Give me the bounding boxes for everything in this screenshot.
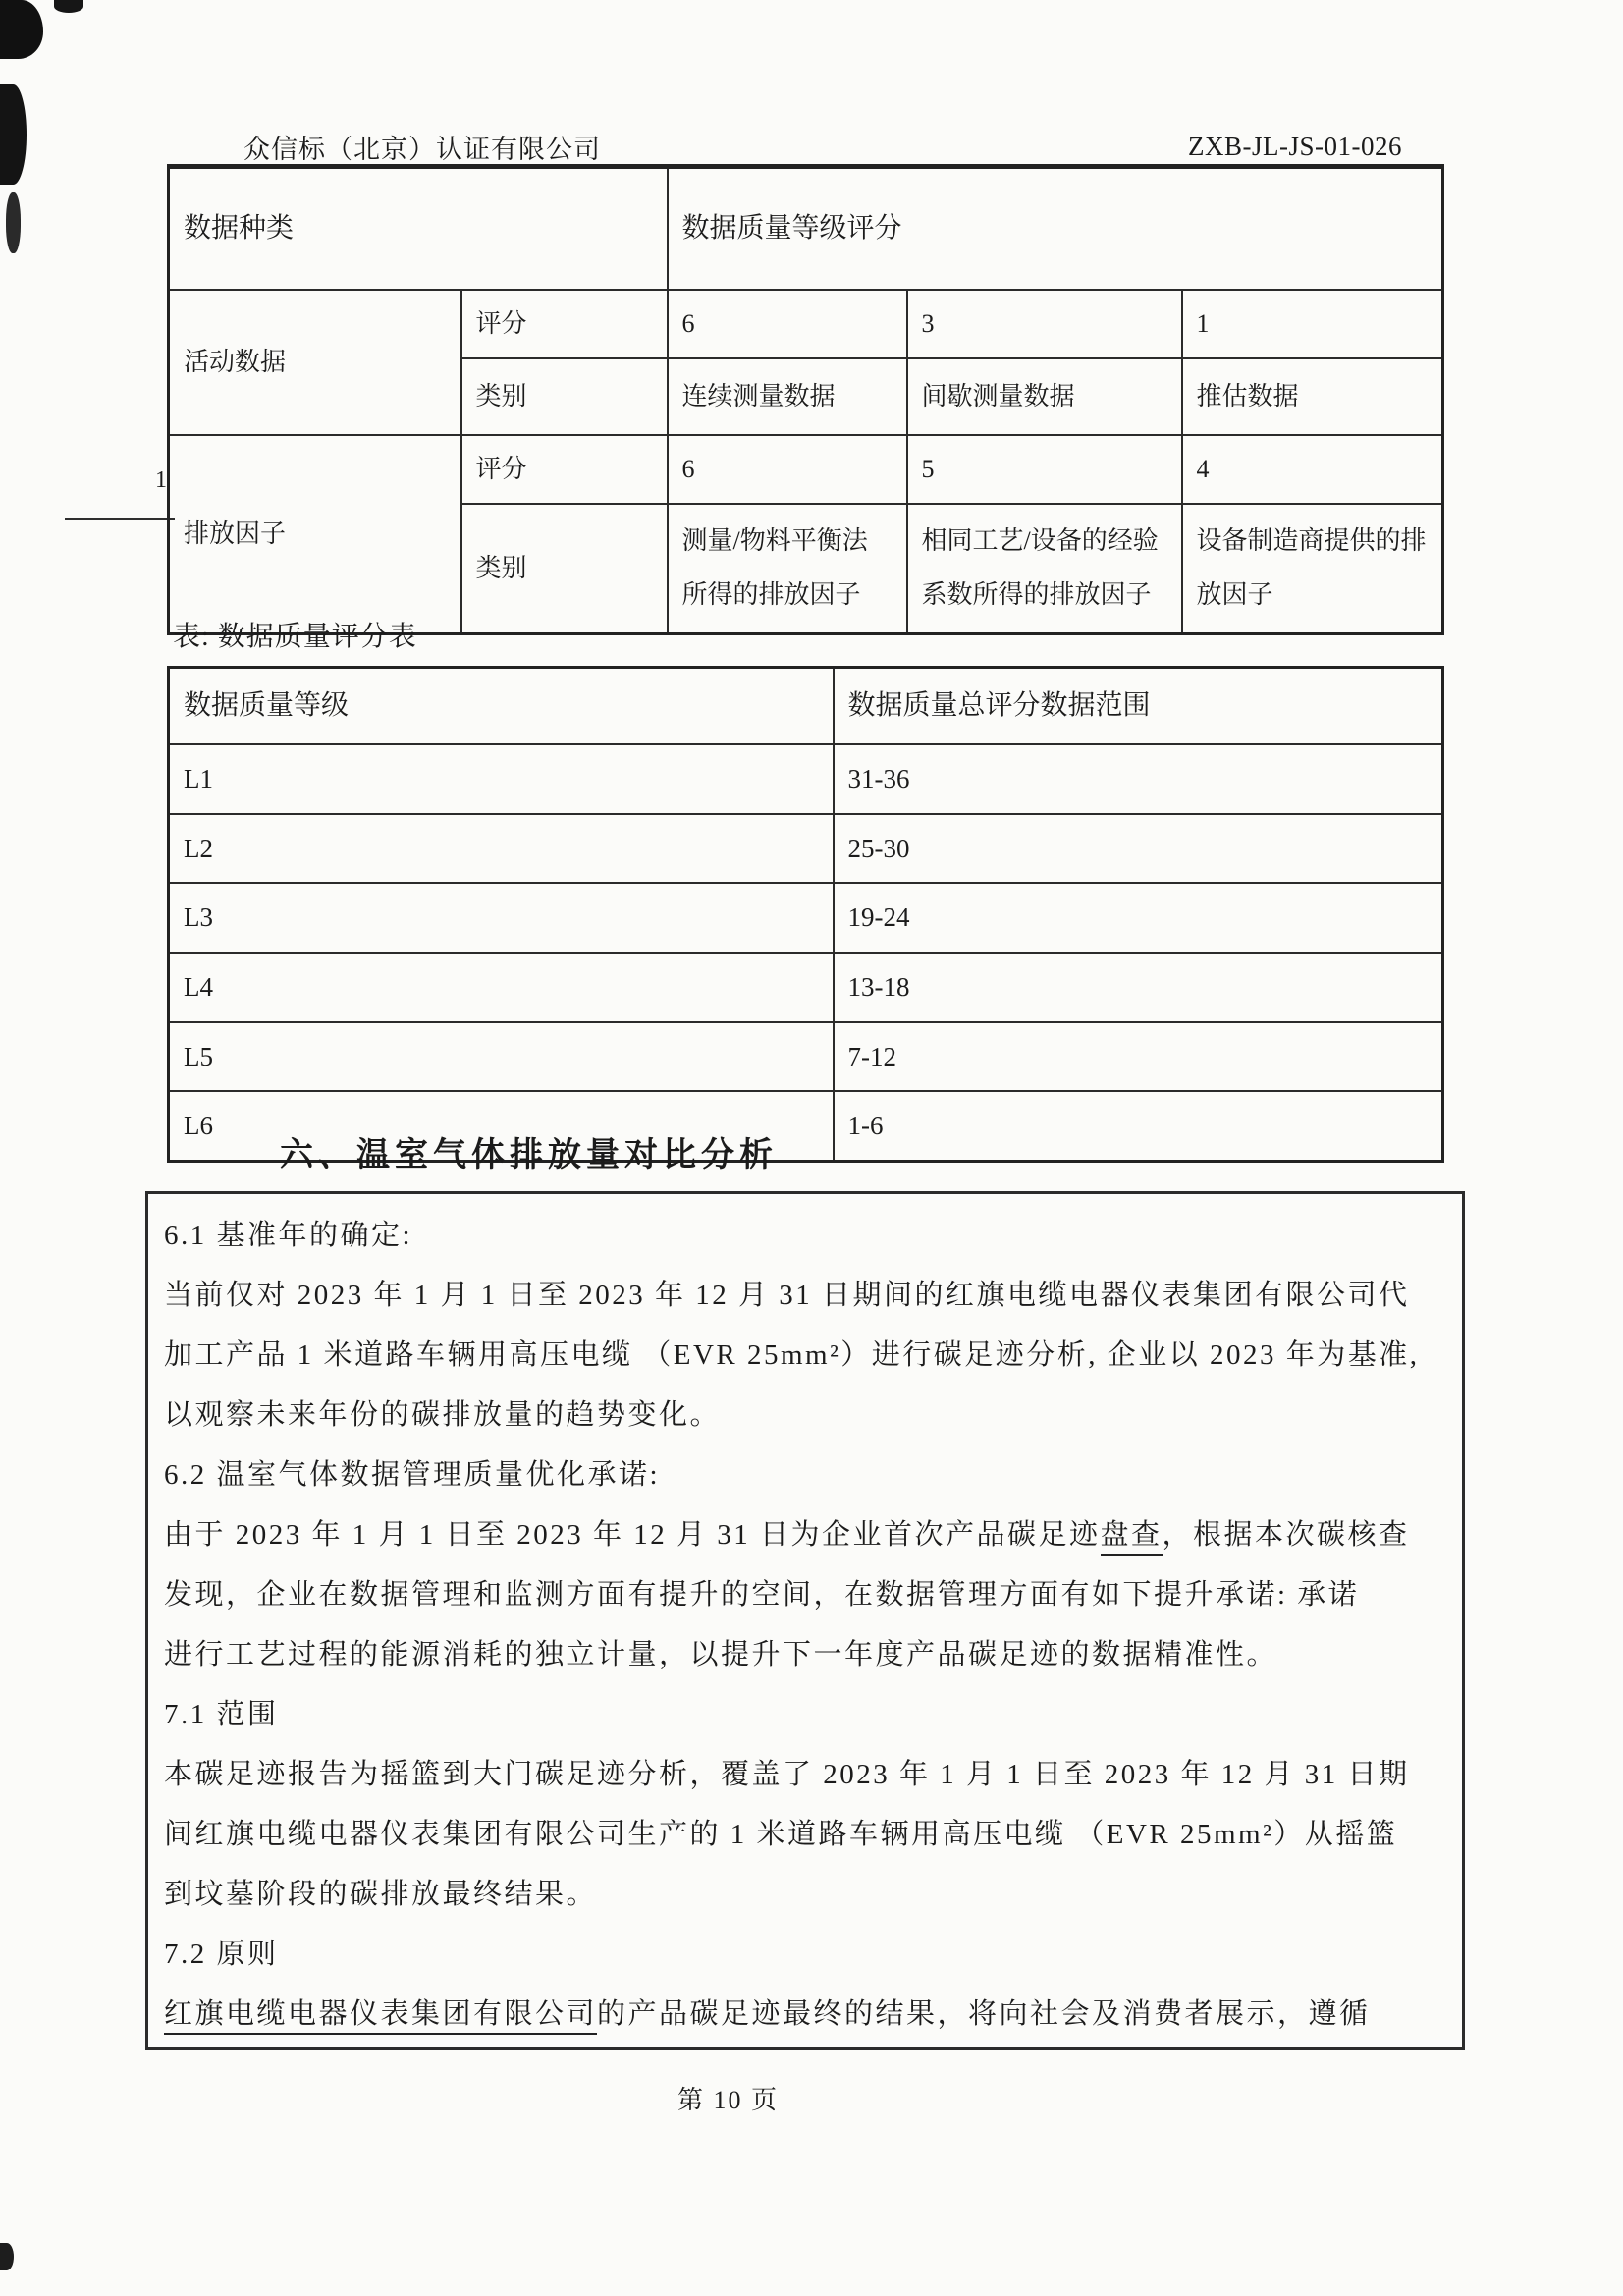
body-line-text: ，根据本次碳核查 <box>1162 1519 1410 1551</box>
table-row <box>169 814 1443 884</box>
t2-range: 13-18 <box>834 953 1443 1022</box>
t1-factor-type-2: 相同工艺/设备的经验系数所得的排放因子 <box>907 504 1182 634</box>
body-line: 发现，企业在数据管理和监测方面有提升的空间，在数据管理方面有如下提升承诺: 承诺 <box>164 1579 1360 1611</box>
margin-page-mark: 1 <box>155 467 167 493</box>
t1-activity-type-1: 连续测量数据 <box>668 358 907 435</box>
t2-grade: L6 <box>169 1091 834 1161</box>
t2-header-range: 数据质量总评分数据范围 <box>834 668 1443 745</box>
body-line <box>164 1985 1452 2045</box>
t2-grade: L1 <box>169 744 834 814</box>
scan-artifact <box>0 0 43 59</box>
body-line-7-2-title: 7.2 原则 <box>164 1939 279 1970</box>
t2-grade: L2 <box>169 814 834 884</box>
t2-grade: L3 <box>169 883 834 953</box>
t2-header-grade: 数据质量等级 <box>169 668 834 745</box>
t2-range: 19-24 <box>834 883 1443 953</box>
header-company-name: 众信标（北京）认证有限公司 <box>243 135 601 164</box>
t1-activity-type-label: 类别 <box>461 358 668 435</box>
section-heading: 六、温室气体排放量对比分析 <box>280 1137 778 1174</box>
t1-factor-type-3: 设备制造商提供的排放因子 <box>1182 504 1443 634</box>
t1-activity-score-1: 6 <box>668 290 907 358</box>
header-doc-code: ZXB-JL-JS-01-026 <box>1188 132 1402 161</box>
t2-grade: L4 <box>169 953 834 1022</box>
t1-activity-type-2: 间歇测量数据 <box>907 358 1182 435</box>
page-number: 第 10 页 <box>677 2086 780 2114</box>
underlined-term: 盘查 <box>1101 1519 1163 1556</box>
t2-grade: L5 <box>169 1022 834 1092</box>
t1-factor-type-1: 测量/物料平衡法所得的排放因子 <box>668 504 907 634</box>
table-caption: 表: 数据质量评分表 <box>173 622 417 652</box>
body-line-6-1-title: 6.1 基准年的确定: <box>164 1220 413 1251</box>
body-line-text: 的产品碳足迹最终的结果，将向社会及消费者展示，遵循 <box>597 1998 1371 2030</box>
body-text-box <box>145 1191 1465 2050</box>
t1-factor-score-1: 6 <box>668 435 907 504</box>
table-row <box>169 744 1443 814</box>
t2-range: 1-6 <box>834 1091 1443 1161</box>
t1-factor-type-label: 类别 <box>461 504 668 634</box>
body-line-text: 由于 2023 年 1 月 1 日至 2023 年 12 月 31 日为企业首次产品碳足迹 <box>164 1519 1101 1551</box>
scan-artifact <box>0 2243 14 2270</box>
t1-row-activity-data: 活动数据 <box>169 290 461 435</box>
t2-range: 25-30 <box>834 814 1443 884</box>
body-line: 进行工艺过程的能源消耗的独立计量，以提升下一年度产品碳足迹的数据精准性。 <box>164 1639 1278 1670</box>
t1-activity-score-label: 评分 <box>461 290 668 358</box>
table-row <box>169 883 1443 953</box>
data-quality-grade-table <box>167 666 1444 1163</box>
body-line: 间红旗电缆电器仪表集团有限公司生产的 1 米道路车辆用高压电缆 （EVR 25mm²）从摇篮 <box>164 1819 1398 1850</box>
body-line: 当前仅对 2023 年 1 月 1 日至 2023 年 12 月 31 日期间的红旗电缆电器仪表集团有限公司代 <box>164 1280 1410 1311</box>
table-row <box>169 1022 1443 1092</box>
underlined-company-name: 红旗电缆电器仪表集团有限公司 <box>164 1998 597 2035</box>
scan-artifact <box>0 84 27 185</box>
t1-activity-score-3: 1 <box>1182 290 1443 358</box>
scan-artifact <box>6 192 21 253</box>
t1-factor-score-label: 评分 <box>461 435 668 504</box>
body-line: 以观察未来年份的碳排放量的趋势变化。 <box>164 1399 722 1431</box>
t1-factor-score-3: 4 <box>1182 435 1443 504</box>
t2-range: 7-12 <box>834 1022 1443 1092</box>
body-line: 到坟墓阶段的碳排放最终结果。 <box>164 1879 598 1910</box>
t1-row-emission-factor: 排放因子 <box>169 435 461 634</box>
body-line <box>164 1505 1452 1565</box>
t1-activity-score-2: 3 <box>907 290 1182 358</box>
body-line-7-1-title: 7.1 范围 <box>164 1699 279 1730</box>
margin-underline <box>65 518 175 520</box>
body-line: 本碳足迹报告为摇篮到大门碳足迹分析，覆盖了 2023 年 1 月 1 日至 2023 年 12 月 31 日期 <box>164 1759 1410 1790</box>
t1-activity-type-3: 推估数据 <box>1182 358 1443 435</box>
t1-header-data-type: 数据种类 <box>169 167 668 291</box>
body-line: 加工产品 1 米道路车辆用高压电缆 （EVR 25mm²）进行碳足迹分析, 企业以 2023 年为基准, <box>164 1339 1420 1371</box>
body-line-6-2-title: 6.2 温室气体数据管理质量优化承诺: <box>164 1459 661 1491</box>
t1-header-score: 数据质量等级评分 <box>668 167 1443 291</box>
scan-artifact <box>54 0 83 13</box>
t2-range: 31-36 <box>834 744 1443 814</box>
table-row <box>169 953 1443 1022</box>
t1-factor-score-2: 5 <box>907 435 1182 504</box>
data-quality-score-table <box>167 164 1444 635</box>
